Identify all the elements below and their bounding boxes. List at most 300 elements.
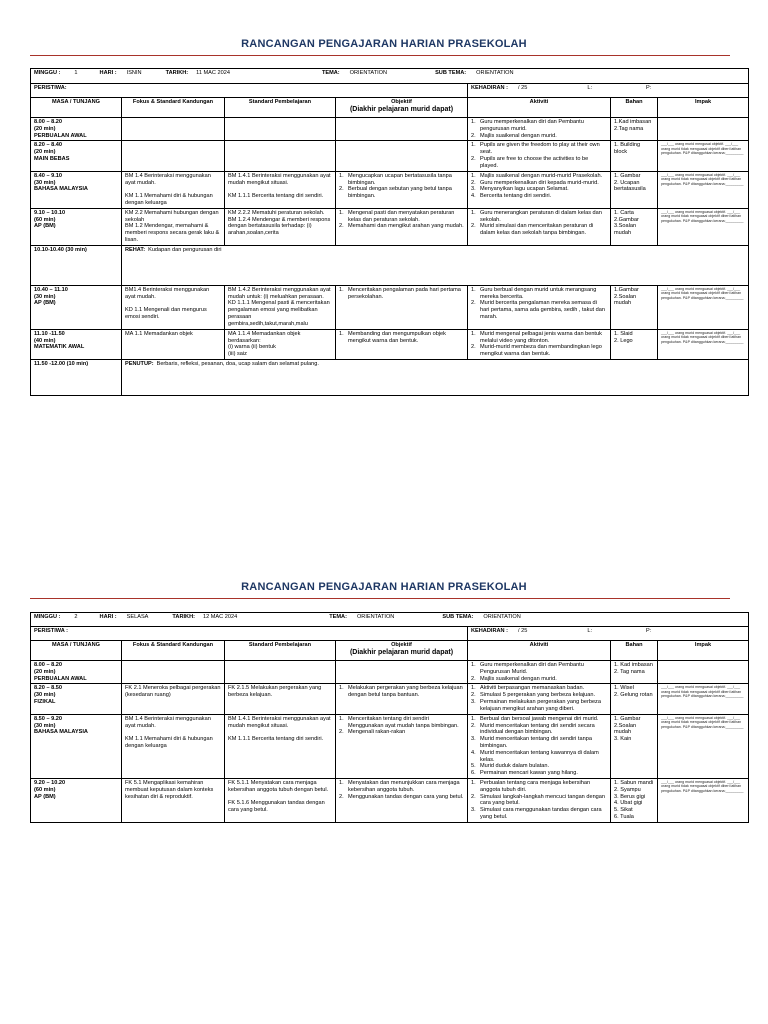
male-count-label: L: [587, 628, 592, 634]
objektif-cell [336, 661, 468, 684]
impact-text: ___/___ orang murid menguasai objektif. ___/___ orang murid tidak menguasai objektif diberi latihan pengukuhan. P&P ditangguhkan kerana:_________ [661, 286, 744, 300]
material-item: 2.Soalan mudah [614, 722, 637, 736]
material-item: 1.Kad imbasan [614, 119, 652, 125]
list-item [471, 699, 607, 713]
column-header-bahan-label: Bahan [625, 642, 643, 648]
column-header-masa [31, 98, 122, 118]
list-item-text: Menceritakan pengalaman pada hari pertama persekolahan. [348, 286, 461, 300]
event-label: PERISTIWA: [34, 85, 67, 91]
subtheme-value: ORIENTATION [483, 614, 521, 620]
time-cell [31, 359, 122, 395]
aktiviti-cell [468, 141, 611, 171]
impact-text: ___/___ orang murid menguasai objektif. ___/___ orang murid tidak menguasai objektif diberi latihan pengukuhan. P&P ditangguhkan kerana:_________ [661, 685, 744, 699]
theme-value: ORIENTATION [349, 70, 388, 76]
aktiviti-cell [468, 285, 611, 329]
list-number: 4. [471, 193, 476, 200]
impak-cell [658, 714, 749, 778]
time-subject-cell [31, 118, 122, 141]
material-item: 2. Tag nama [614, 668, 645, 675]
column-header-objektif-sub: (Diakhir pelajaran murid dapat) [349, 105, 454, 113]
lesson-row [31, 684, 749, 714]
note-label: REHAT: [125, 246, 146, 253]
objektif-cell [336, 171, 468, 208]
subject-label: AP (BM) [34, 223, 56, 230]
list-number: 1. [471, 330, 476, 337]
list-number: 1. [471, 142, 476, 149]
impak-cell [658, 141, 749, 171]
fokus-cell [122, 684, 225, 714]
list-item [471, 287, 607, 301]
standard-cell [225, 208, 336, 245]
list-item-text: Murid menceritakan tentang kawannya di dalam kelas. [480, 749, 599, 763]
lesson-row [31, 779, 749, 823]
time-line: (20 min) [34, 125, 56, 132]
bahan-cell [611, 208, 658, 245]
aktiviti-list [471, 287, 607, 321]
list-item [471, 723, 607, 737]
list-item-text: Mengucapkan ucapan bertatasusila tanpa bimbingan. [348, 172, 452, 186]
list-item [471, 685, 607, 692]
lesson-plan-table-1 [30, 68, 749, 396]
time-subject-cell [31, 329, 122, 359]
time-line: 9.10 – 10.10 [34, 209, 66, 216]
event-cell [31, 84, 468, 98]
list-item [339, 716, 464, 730]
lesson-row [31, 208, 749, 245]
list-item [339, 287, 464, 301]
list-item-text: Perbualan tentang cara menjaga kebersihan anggota tubuh diri. [480, 780, 591, 793]
week-day-theme-cell [31, 613, 749, 627]
time-line: (20 min) [34, 149, 56, 156]
title-underline-1 [30, 55, 730, 56]
time-line: 10.40 – 11.10 [34, 286, 68, 293]
standard-cell [225, 141, 336, 171]
list-item [471, 794, 607, 808]
fokus-cell [122, 329, 225, 359]
list-item-text: Berbual dengan sebutan yang betul tanpa bimbingan. [348, 186, 452, 200]
aktiviti-cell [468, 171, 611, 208]
day-label: HARI : [99, 70, 117, 76]
list-item-text: Murid bercerita pengalaman mereka semasa di hari pertama, sama ada gembira, sedih , takut dan marah. [480, 300, 605, 321]
bahan-cell [611, 684, 658, 714]
aktiviti-cell [468, 684, 611, 714]
impak-cell [658, 329, 749, 359]
material-item: 2. Syampu [614, 786, 641, 793]
subject-label: MATEMATIK AWAL [34, 344, 85, 351]
list-number: 1. [339, 330, 344, 337]
column-header-bahan [611, 641, 658, 661]
impak-cell [658, 208, 749, 245]
objektif-list [339, 210, 464, 230]
lesson-plan-table-2 [30, 612, 749, 823]
material-item: 2.Tag nama [614, 125, 644, 132]
attendance-value: / 25 [517, 85, 528, 91]
list-number: 1. [339, 685, 344, 692]
day-label: HARI : [99, 614, 117, 620]
attendance-cell [468, 627, 749, 641]
aktiviti-list [471, 173, 607, 200]
column-header-standard [225, 641, 336, 661]
list-number: 2. [339, 223, 344, 230]
list-item [471, 676, 607, 683]
header-info-row [31, 613, 749, 627]
week-value: 2 [74, 614, 78, 620]
list-number: 1. [339, 209, 344, 216]
column-header-aktiviti [468, 641, 611, 661]
objektif-list [339, 287, 464, 301]
list-item [471, 193, 607, 200]
aktiviti-cell [468, 661, 611, 684]
aktiviti-list [471, 119, 607, 139]
column-header-impak [658, 98, 749, 118]
column-header-fokus-label: Fokus & Standard Kandungan [132, 99, 214, 105]
female-count-label: P: [646, 628, 652, 634]
objektif-cell [336, 329, 468, 359]
subject-label: PERBUALAN AWAL [34, 675, 87, 682]
time-line: (30 min) [34, 692, 56, 699]
aktiviti-cell [468, 779, 611, 823]
time-line: 9.20 – 10.20 [34, 780, 66, 786]
list-item [339, 173, 464, 187]
aktiviti-cell [468, 208, 611, 245]
list-item-text: Mengenali rakan-rakan [348, 729, 406, 736]
list-item-text: Berbual dan bersoal jawab mengenai diri murid. [480, 715, 599, 722]
list-number: 1. [339, 172, 344, 179]
bahan-cell [611, 118, 658, 141]
list-item-text: Simulasi 5 pergerakan yang berbeza kelajuan. [480, 692, 596, 699]
subject-label: BAHASA MALAYSIA [34, 729, 88, 736]
list-item [471, 763, 607, 770]
attendance-label: KEHADIRAN : [471, 85, 508, 91]
list-item [471, 736, 607, 750]
list-item [471, 156, 607, 170]
list-item-text: Membanding dan mengumpulkan objek mengikut warna dan bentuk. [348, 330, 446, 344]
list-number: 2. [471, 722, 476, 729]
male-count-label: L: [587, 85, 592, 91]
time-subject-cell [31, 779, 122, 823]
list-item-text: Simulasi cara menggunakan tandas dengan cara yang betul. [480, 807, 602, 821]
fokus-text: BM 1.4 Berinteraksi menggunakan ayat mudah. KM 1.1 Memahami diri & hubungan dengan keluarga [125, 172, 213, 206]
list-number: 2. [339, 729, 344, 736]
aktiviti-list [471, 142, 607, 169]
list-item-text: Mengenal pasti dan menyatakan peraturan kelas dan peraturan sekolah. [348, 209, 455, 223]
list-item-text: Guru berbual dengan murid untuk merangsang mereka bercerita. [480, 286, 597, 300]
list-number: 1. [471, 662, 476, 668]
list-number: 2. [471, 300, 476, 307]
time-line: 8.50 – 9.20 [34, 715, 62, 722]
time-line: 11.10 -11.50 [34, 330, 65, 337]
column-header-masa [31, 641, 122, 661]
list-item [339, 729, 464, 736]
column-header-fokus [122, 98, 225, 118]
material-item: 3. Kain [614, 736, 632, 743]
list-item [471, 331, 607, 345]
time-line: (30 min) [34, 293, 56, 300]
time-subject-cell [31, 141, 122, 171]
time-line: (40 min) [34, 337, 56, 344]
list-number: 5. [471, 763, 476, 770]
list-item [339, 794, 464, 801]
column-header-standard-label: Standard Pembelajaran [248, 99, 312, 105]
title-underline-2 [30, 598, 730, 599]
list-item [471, 716, 607, 723]
list-item-text: Memahami dan mengikut arahan yang mudah. [348, 223, 464, 230]
week-day-theme-cell [31, 69, 749, 84]
list-number: 2. [471, 132, 476, 139]
material-item: 5. Sikat [614, 807, 633, 814]
material-item: 6. Tuala [614, 814, 634, 821]
fokus-text: KM 2.2 Memahami hubungan dengan sekolah BM 1.2 Mendengar, memahami & memberi respons secara gerak laku & lisan. [125, 209, 220, 243]
list-item [339, 186, 464, 200]
list-item [471, 142, 607, 156]
column-header-bahan-label: Bahan [625, 99, 643, 105]
bahan-cell [611, 141, 658, 171]
aktiviti-cell [468, 714, 611, 778]
time-line: 8.00 – 8.20 [34, 662, 62, 668]
time-subject-cell [31, 285, 122, 329]
subject-label: AP (BM) [34, 793, 56, 800]
list-number: 1. [471, 685, 476, 692]
column-header-impak-label: Impak [694, 99, 712, 105]
material-item: 3. Berus gigi [614, 793, 646, 800]
bahan-cell [611, 285, 658, 329]
aktiviti-cell [468, 118, 611, 141]
list-number: 2. [471, 692, 476, 699]
material-item: 1. Wisel [614, 685, 634, 692]
header-event-row [31, 84, 749, 98]
note-label: PENUTUP: [125, 360, 154, 367]
aktiviti-list [471, 331, 607, 358]
list-item [471, 807, 607, 821]
list-item-text: Menggunakan tandas dengan cara yang betul. [348, 793, 464, 800]
objektif-list [339, 780, 464, 800]
objektif-cell [336, 779, 468, 823]
list-item-text: Murid duduk dalam bulatan. [480, 763, 550, 770]
date-value: 12 MAC 2024 [203, 614, 238, 620]
standard-text: FK 2.1.5 Melakukan pergerakan yang berbeza kelajuan. [228, 685, 322, 699]
list-item [339, 223, 464, 230]
impak-cell [658, 118, 749, 141]
week-label: MINGGU : [34, 614, 61, 620]
subtheme-label: SUB TEMA: [442, 614, 474, 620]
objektif-cell [336, 285, 468, 329]
list-item [471, 750, 607, 764]
objektif-cell [336, 118, 468, 141]
list-item [471, 223, 607, 237]
theme-value: ORIENTATION [356, 614, 395, 620]
material-item: 1. Gambar [614, 715, 641, 722]
time-line: 8.00 – 8.20 [34, 119, 62, 125]
objektif-cell [336, 208, 468, 245]
impak-cell [658, 779, 749, 823]
column-header-masa-label: MASA / TUNJANG [52, 99, 100, 105]
time-label: 10.10-10.40 (30 min) [34, 246, 87, 253]
fokus-cell [122, 171, 225, 208]
material-item: 1. Carta [614, 209, 634, 216]
time-line: (30 min) [34, 722, 56, 729]
subject-label: FIZIKAL [34, 699, 56, 706]
list-item-text: Aktiviti berpasangan memanaskan badan. [480, 685, 585, 692]
aktiviti-list [471, 662, 607, 682]
material-item: 1. Gambar [614, 172, 641, 179]
column-header-objektif [336, 98, 468, 118]
objektif-cell [336, 141, 468, 171]
objektif-cell [336, 714, 468, 778]
list-number: 1. [339, 715, 344, 722]
list-number: 2. [471, 793, 476, 800]
column-header-standard [225, 98, 336, 118]
impak-cell [658, 285, 749, 329]
note-cell [122, 245, 749, 285]
list-item-text: Menceritakan tentang diri sendiri Menggunakan ayat mudah tanpa bimbingan. [348, 715, 459, 729]
bahan-cell [611, 714, 658, 778]
column-header-objektif-label: Objektif [391, 642, 412, 648]
list-item [339, 331, 464, 345]
bahan-cell [611, 171, 658, 208]
list-number: 2. [471, 156, 476, 163]
lesson-row [31, 118, 749, 141]
list-number: 1. [471, 172, 476, 179]
list-item-text: Majlis suaikenal dengan murid-murid Prasekolah. [480, 172, 603, 179]
time-line: 8.20 – 8.40 [34, 142, 62, 149]
break-row [31, 359, 749, 395]
subject-label: AP (BM) [34, 300, 56, 307]
attendance-cell [468, 84, 749, 98]
time-subject-cell [31, 171, 122, 208]
list-item [471, 780, 607, 794]
list-item [471, 173, 607, 180]
impact-text: ___/___ orang murid mengusai objektif. ___/___ orang murid tidak menguasai objektif diberi latihan pengukuhan. P&P ditangguhkan kerana:_________ [661, 142, 744, 156]
standard-cell [225, 171, 336, 208]
material-item: 1. Kad imbasan [614, 662, 653, 668]
standard-cell [225, 285, 336, 329]
material-item: 1. Sabun mandi [614, 780, 654, 786]
list-number: 2. [471, 223, 476, 230]
week-value: 1 [74, 70, 78, 76]
lesson-row [31, 285, 749, 329]
subtheme-label: SUB TEMA: [435, 70, 467, 76]
material-item: 2. Gelung rotan [614, 692, 653, 699]
date-label: TARIKH: [172, 614, 195, 620]
column-header-fokus-label: Fokus & Standard Kandungan [132, 642, 214, 648]
standard-text: BM 1.4.1 Berinteraksi menggunakan ayat mudah mengikut situasi. KM 1.1.1 Bercerita tentang diri sendiri. [228, 172, 331, 200]
list-item [471, 662, 607, 676]
page-title-1: RANCANGAN PENGAJARAN HARIAN PRASEKOLAH [241, 38, 527, 50]
list-number: 1. [471, 715, 476, 722]
list-number: 3. [471, 736, 476, 743]
material-item: 1. Slaid [614, 330, 633, 337]
fokus-text: MA 1.1 Memadankan objek [125, 330, 193, 337]
column-header-impak [658, 641, 749, 661]
note-text: Berbaris, refleksi, pesanan, doa, ucap salam dan selamat pulang. [156, 360, 319, 367]
column-header-bahan [611, 98, 658, 118]
standard-cell [225, 118, 336, 141]
bahan-cell [611, 329, 658, 359]
time-cell [31, 245, 122, 285]
material-item: 2. Lego [614, 337, 633, 344]
impact-text: ___/___ orang murid menguasai objektif. ___/___ orang murid tidak menguasai objektif diberi latihan pengukuhan. P&P ditangguhkan kerana:_________ [661, 209, 744, 223]
list-item-text: Melakukan pergerakan yang berbeza kelajuan dengan betul tanpa bantuan. [348, 685, 463, 699]
note-cell [122, 359, 749, 395]
list-item-text: Permainan melakukan pergerakan yang berbeza kelajuan mengikut arahan yang diberi. [480, 699, 601, 712]
column-header-aktiviti [468, 98, 611, 118]
list-item [471, 770, 607, 777]
aktiviti-list [471, 210, 607, 237]
lesson-row [31, 141, 749, 171]
standard-text: BM 1.4.1 Berinteraksi menggunakan ayat mudah mengikut situasi. KM 1.1.1 Bercerita tentang diri sendiri. [228, 715, 331, 743]
list-item [471, 344, 607, 358]
date-label: TARIKH: [165, 70, 189, 76]
impact-text: ___/___ orang murid menguasai objektif. ___/___ orang murid tidak menguasai objektif diberi latihan pengukuhan. P&P ditangguhkan kerana:_________ [661, 172, 744, 186]
list-number: 1. [471, 286, 476, 293]
list-item-text: Murid menceritakan tentang diri sendiri secara individual dengan bimbingan. [480, 722, 595, 736]
fokus-cell [122, 141, 225, 171]
theme-label: TEMA: [329, 614, 347, 620]
fokus-text: BM 1.4 Berinteraksi menggunakan ayat mudah. KM 1.1 Memahami diri & hubungan dengan keluarga [125, 715, 213, 749]
objektif-list [339, 716, 464, 736]
list-item [471, 210, 607, 224]
date-value: 11 MAC 2024 [196, 70, 230, 76]
list-item [471, 300, 607, 320]
column-header-masa-label: MASA / TUNJANG [52, 642, 100, 648]
material-item: 1. Building block [614, 142, 641, 156]
list-item-text: Guru memperkenalkan diri dan Pembantu pengurusan murid. [480, 119, 584, 132]
list-item-text: Guru memperkenalkan diri dan Pembantu Pengurusan Murid. [480, 662, 584, 675]
list-number: 4. [471, 749, 476, 756]
attendance-label: KEHADIRAN : [471, 628, 508, 634]
list-item-text: Guru menerangkan peraturan di dalam kelas dan sekolah. [480, 209, 602, 223]
subject-label: PERBUALAN AWAL [34, 132, 87, 139]
standard-text: BM 1.4.2 Berinteraksi menggunakan ayat mudah untuk: (i) meluahkan perasaan. KD 1.1.1 Mengenal pasti & menceritakan pengalaman emosi yang melibatkan perasaan gembira,sedih,takut,marah,malu [228, 286, 331, 327]
time-line: (60 min) [34, 786, 56, 793]
column-header-row [31, 98, 749, 118]
list-number: 2. [339, 186, 344, 193]
list-number: 1. [471, 780, 476, 786]
lesson-row [31, 714, 749, 778]
list-item-text: Murid simulasi dan menceritakan peraturan di dalam kelas dan sekolah tanpa bimbingan. [480, 223, 594, 237]
list-item-text: Pupils are given the freedom to play at their own seat. [480, 142, 600, 156]
time-line: (60 min) [34, 216, 56, 223]
impact-text: ___/___ orang murid menguasai objektif. ___/___ orang murid tidak menguasai objektif diberi latihan pengukuhan. P&P ditangguhkan kerana:_________ [661, 330, 744, 344]
impact-text: ___/___ orang murid menguasai objektif. ___/___ orang murid tidak menguasai objektif diberi latihan pengukuhan. P&P ditangguhkan kerana:_________ [661, 715, 744, 729]
list-number: 2. [339, 793, 344, 800]
fokus-text: BM1.4 Berinteraksi menggunakan ayat mudah. KD 1.1 Mengenali dan mengurus emosi sendiri. [125, 286, 210, 321]
list-item [471, 180, 607, 187]
time-line: 8.20 – 8.50 [34, 685, 62, 692]
subtheme-value: ORIENTATION [476, 70, 514, 76]
time-line: (20 min) [34, 668, 56, 675]
subject-label: BAHASA MALAYSIA [34, 186, 88, 193]
standard-text: FK 5.1.1 Menyatakan cara menjaga kebersihan anggota tubuh dengan betul. FK 5.1.6 Menggunakan tandas dengan cara yang betul. [228, 780, 329, 814]
standard-cell [225, 329, 336, 359]
list-number: 3. [471, 807, 476, 814]
subject-label: MAIN BEBAS [34, 156, 70, 163]
standard-cell [225, 779, 336, 823]
list-number: 1. [471, 119, 476, 125]
fokus-text: FK 2.1 Meneroka pelbagai pergerakan (kesedaran ruang) [125, 685, 221, 699]
page-title-2: RANCANGAN PENGAJARAN HARIAN PRASEKOLAH [241, 581, 527, 593]
list-number: 3. [471, 699, 476, 706]
lesson-row [31, 661, 749, 684]
list-number: 2. [471, 675, 476, 682]
theme-label: TEMA: [321, 70, 340, 76]
objektif-list [339, 173, 464, 200]
event-cell [31, 627, 468, 641]
fokus-cell [122, 779, 225, 823]
list-number: 6. [471, 770, 476, 777]
attendance-value: / 25 [517, 628, 528, 634]
objektif-cell [336, 684, 468, 714]
